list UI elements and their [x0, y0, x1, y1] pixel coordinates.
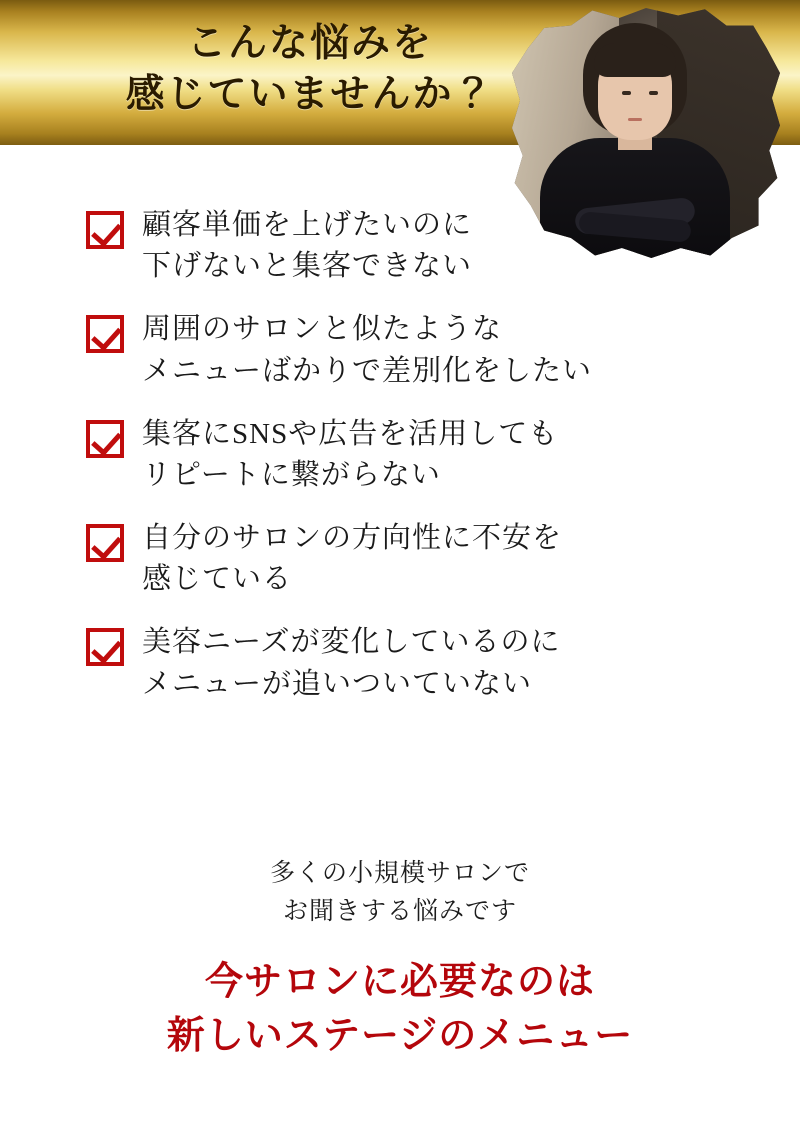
portrait-eye-right — [649, 91, 658, 95]
checkmark-icon — [86, 628, 124, 666]
staff-portrait-photo — [512, 8, 780, 258]
checkmark-icon — [86, 524, 124, 562]
portrait-eye-left — [622, 91, 631, 95]
portrait-blob-frame — [512, 8, 780, 258]
list-item — [86, 309, 776, 391]
list-item — [86, 414, 776, 496]
list-item-text — [142, 622, 561, 704]
closing-headline-line-1: 今サロンに必要なのは — [204, 961, 595, 1003]
list-item-line-1: 顧客単価を上げたいのに — [142, 209, 473, 241]
page-title-line-1: こんな悩みを — [186, 22, 433, 65]
pain-point-checklist — [86, 205, 776, 727]
checkmark-icon — [86, 420, 124, 458]
portrait-fringe — [594, 43, 676, 77]
closing-lead-line-1: 多くの小規模サロンで — [269, 860, 530, 887]
list-item-text — [142, 205, 472, 287]
page-title-line-2: 感じていませんか？ — [125, 73, 495, 117]
closing-message — [0, 855, 800, 1064]
list-item — [86, 518, 776, 600]
list-item-line-2: 下げないと集客できない — [142, 250, 473, 283]
checkmark-icon — [86, 211, 124, 249]
list-item-line-1: 周囲のサロンと似たような — [142, 313, 503, 346]
closing-headline-line-2: 新しいステージのメニュー — [166, 1014, 634, 1057]
closing-headline — [0, 956, 800, 1064]
closing-lead-line-2: お聞きする悩みです — [282, 897, 517, 925]
list-item-text — [142, 309, 592, 391]
list-item-line-2: 感じている — [142, 563, 293, 596]
portrait-body — [540, 138, 730, 258]
list-item-line-2: リピートに繋がらない — [142, 458, 441, 491]
list-item-line-1: 美容ニーズが変化しているのに — [142, 626, 561, 659]
checkmark-icon — [86, 315, 124, 353]
list-item-line-2: メニューばかりで差別化をしたい — [142, 354, 593, 387]
list-item-text — [142, 414, 558, 496]
list-item-line-2: メニューが追いついていない — [142, 667, 533, 700]
list-item-text — [142, 518, 562, 600]
list-item-line-1: 自分のサロンの方向性に不安を — [142, 522, 563, 555]
closing-lead-text — [0, 855, 800, 930]
list-item-line-1: 集客にSNSや広告を活用しても — [142, 417, 559, 450]
list-item — [86, 622, 776, 704]
portrait-mouth — [628, 118, 642, 121]
